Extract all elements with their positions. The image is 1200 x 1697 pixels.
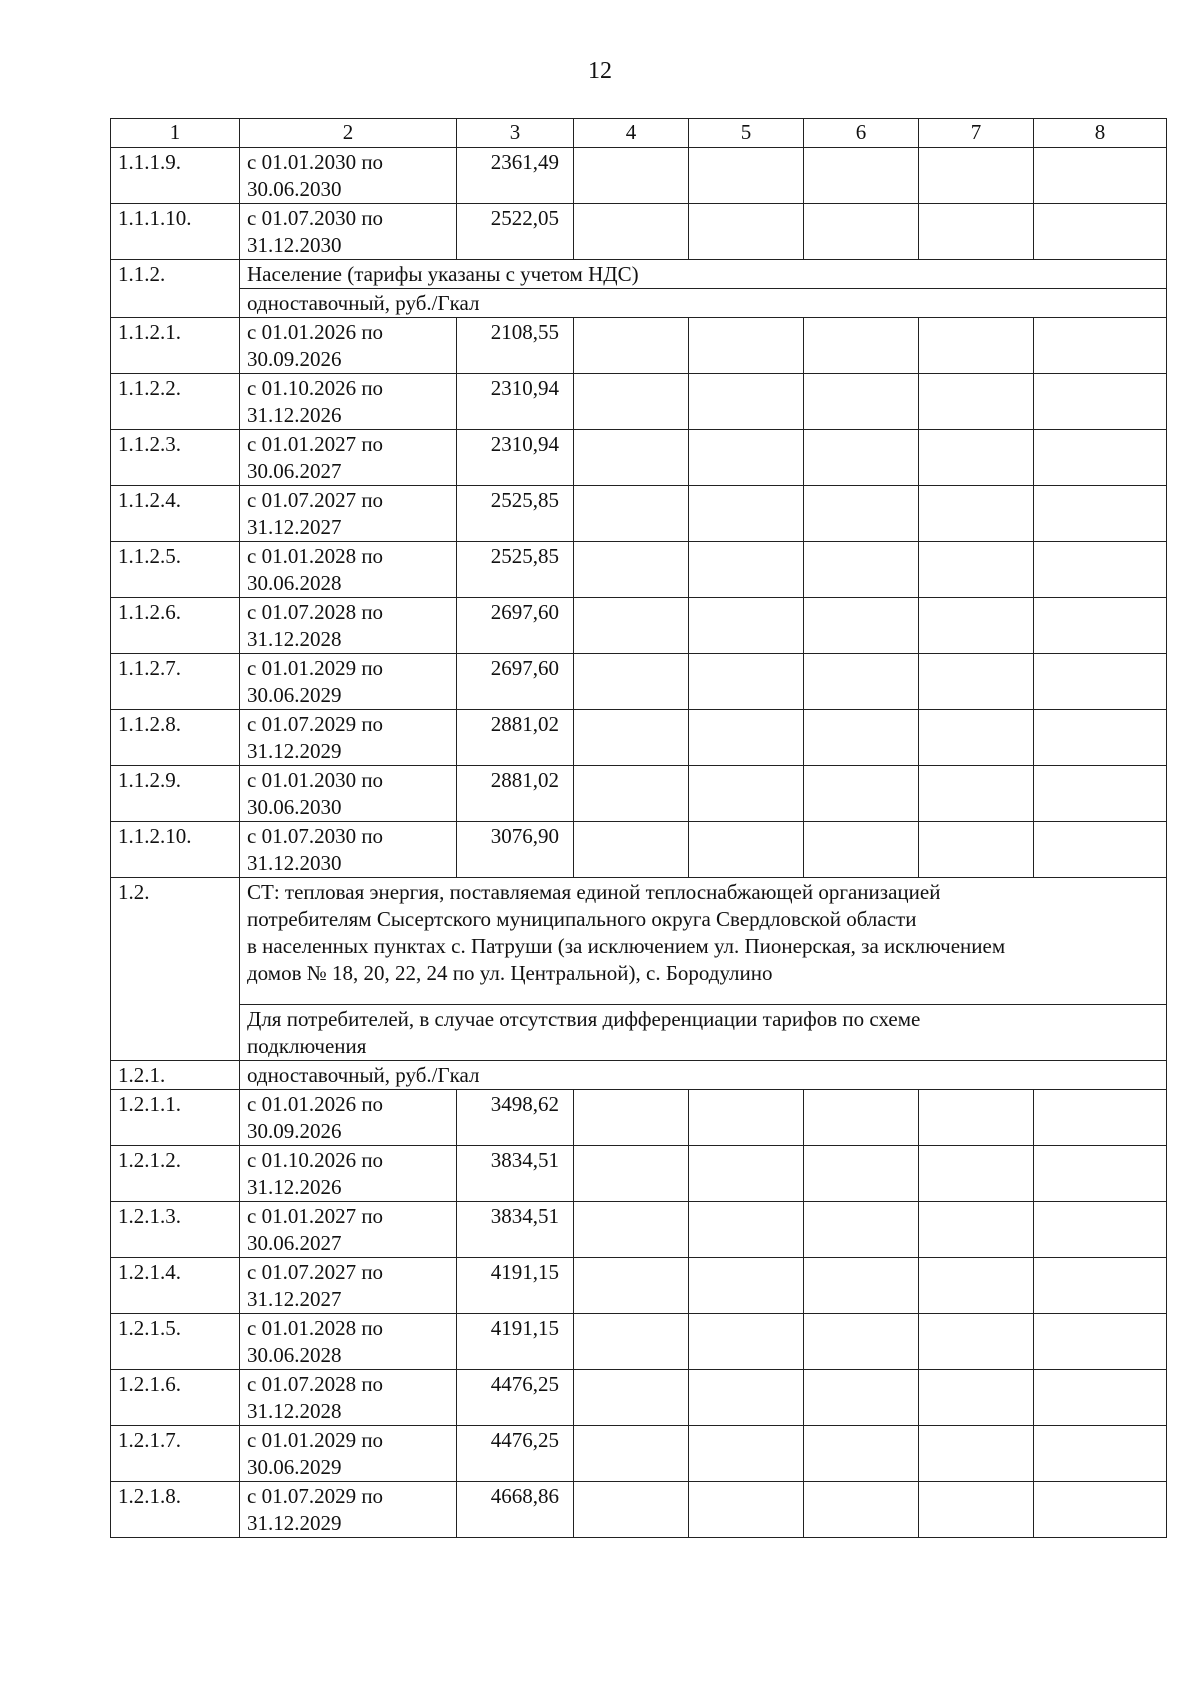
section-title: Население (тарифы указаны с учетом НДС) [240, 260, 1167, 289]
column-header: 5 [689, 119, 804, 148]
tariff-value: 2310,94 [457, 430, 574, 486]
empty-cell [1034, 430, 1167, 486]
empty-cell [919, 1258, 1034, 1314]
tariff-value: 4668,86 [457, 1482, 574, 1538]
empty-cell [919, 710, 1034, 766]
empty-cell [689, 318, 804, 374]
section-number: 1.2.1. [111, 1061, 240, 1090]
table-header-row [111, 119, 1167, 148]
empty-cell [689, 374, 804, 430]
empty-cell [689, 654, 804, 710]
empty-cell [574, 598, 689, 654]
row-number: 1.1.2.10. [111, 822, 240, 878]
empty-cell [689, 1482, 804, 1538]
period-cell: с 01.01.2029 по 30.06.2029 [240, 1426, 457, 1482]
row-number: 1.1.1.9. [111, 148, 240, 204]
period-cell: с 01.01.2030 по 30.06.2030 [240, 148, 457, 204]
table-row [111, 374, 1167, 430]
empty-cell [804, 1426, 919, 1482]
period-cell: с 01.01.2026 по 30.09.2026 [240, 1090, 457, 1146]
empty-cell [804, 598, 919, 654]
empty-cell [919, 204, 1034, 260]
empty-cell [574, 486, 689, 542]
table-row [111, 1146, 1167, 1202]
empty-cell [1034, 318, 1167, 374]
table-row [111, 654, 1167, 710]
tariff-value: 2525,85 [457, 542, 574, 598]
table-row [111, 486, 1167, 542]
empty-cell [804, 1146, 919, 1202]
empty-cell [804, 486, 919, 542]
empty-cell [804, 374, 919, 430]
table-row [111, 148, 1167, 204]
empty-cell [574, 654, 689, 710]
tariff-value: 2881,02 [457, 766, 574, 822]
consumers-note-line: подключения [247, 1034, 367, 1058]
empty-cell [919, 374, 1034, 430]
section-description-line: СТ: тепловая энергия, поставляемая единой теплоснабжающей организацией [247, 880, 941, 904]
empty-cell [574, 1482, 689, 1538]
empty-cell [1034, 1258, 1167, 1314]
tariff-value: 4191,15 [457, 1258, 574, 1314]
period-cell: с 01.07.2027 по 31.12.2027 [240, 486, 457, 542]
row-number: 1.2.1.2. [111, 1146, 240, 1202]
consumers-note-line: Для потребителей, в случае отсутствия дифференциации тарифов по схеме [247, 1007, 921, 1031]
row-number: 1.2.1.5. [111, 1314, 240, 1370]
tariff-value: 2310,94 [457, 374, 574, 430]
tariff-value: 2525,85 [457, 486, 574, 542]
period-cell: с 01.07.2028 по 31.12.2028 [240, 1370, 457, 1426]
tariff-table [110, 118, 1167, 1538]
table-row [111, 1370, 1167, 1426]
row-number: 1.1.2.4. [111, 486, 240, 542]
empty-cell [574, 430, 689, 486]
empty-cell [804, 654, 919, 710]
empty-cell [689, 822, 804, 878]
tariff-value: 3834,51 [457, 1202, 574, 1258]
empty-cell [689, 1258, 804, 1314]
empty-cell [804, 430, 919, 486]
empty-cell [919, 318, 1034, 374]
table-row [111, 1482, 1167, 1538]
empty-cell [1034, 654, 1167, 710]
empty-cell [804, 710, 919, 766]
period-cell: с 01.10.2026 по 31.12.2026 [240, 374, 457, 430]
section-description [240, 878, 1167, 1005]
consumers-row [111, 1005, 1167, 1061]
empty-cell [574, 710, 689, 766]
column-header: 4 [574, 119, 689, 148]
section-description-line: домов № 18, 20, 22, 24 по ул. Центральной), с. Бородулино [247, 961, 773, 985]
empty-cell [689, 1370, 804, 1426]
empty-cell [689, 710, 804, 766]
empty-cell [919, 1090, 1034, 1146]
empty-cell [1034, 710, 1167, 766]
empty-cell [1034, 542, 1167, 598]
empty-cell [919, 1314, 1034, 1370]
empty-cell [919, 542, 1034, 598]
row-number: 1.2.1.7. [111, 1426, 240, 1482]
row-number: 1.1.2.6. [111, 598, 240, 654]
row-number: 1.1.2.5. [111, 542, 240, 598]
empty-cell [804, 318, 919, 374]
period-cell: с 01.07.2030 по 31.12.2030 [240, 204, 457, 260]
tariff-value: 2697,60 [457, 598, 574, 654]
table-row [111, 1426, 1167, 1482]
tariff-value: 4476,25 [457, 1426, 574, 1482]
section-row-1-2-1 [111, 1061, 1167, 1090]
section-subtitle-row [111, 289, 1167, 318]
period-cell: с 01.01.2030 по 30.06.2030 [240, 766, 457, 822]
empty-cell [804, 1314, 919, 1370]
page-number: 12 [588, 58, 612, 84]
empty-cell [919, 654, 1034, 710]
table-row [111, 204, 1167, 260]
empty-cell [689, 598, 804, 654]
empty-cell [1034, 1202, 1167, 1258]
empty-cell [804, 1482, 919, 1538]
empty-cell [804, 1090, 919, 1146]
column-header: 1 [111, 119, 240, 148]
column-header: 2 [240, 119, 457, 148]
empty-cell [689, 1426, 804, 1482]
section-row-1-1-2 [111, 260, 1167, 289]
empty-cell [689, 430, 804, 486]
period-cell: с 01.07.2028 по 31.12.2028 [240, 598, 457, 654]
empty-cell [919, 430, 1034, 486]
empty-cell [804, 766, 919, 822]
empty-cell [574, 1426, 689, 1482]
section-row-1-2 [111, 878, 1167, 1005]
empty-cell [574, 542, 689, 598]
empty-cell [689, 1090, 804, 1146]
row-number: 1.1.2.3. [111, 430, 240, 486]
empty-cell [574, 766, 689, 822]
tariff-value: 2881,02 [457, 710, 574, 766]
empty-cell [804, 1258, 919, 1314]
consumers-note [240, 1005, 1167, 1061]
table-row [111, 1090, 1167, 1146]
period-cell: с 01.07.2030 по 31.12.2030 [240, 822, 457, 878]
period-cell: с 01.07.2029 по 31.12.2029 [240, 710, 457, 766]
empty-cell [689, 1202, 804, 1258]
table-row [111, 1314, 1167, 1370]
empty-cell [574, 318, 689, 374]
empty-cell [919, 486, 1034, 542]
empty-cell [1034, 1146, 1167, 1202]
table-row [111, 766, 1167, 822]
row-number: 1.1.1.10. [111, 204, 240, 260]
empty-cell [689, 1314, 804, 1370]
tariff-value: 2108,55 [457, 318, 574, 374]
period-cell: с 01.10.2026 по 31.12.2026 [240, 1146, 457, 1202]
section-number: 1.1.2. [111, 260, 240, 318]
column-header: 8 [1034, 119, 1167, 148]
empty-cell [804, 822, 919, 878]
period-cell: с 01.01.2028 по 30.06.2028 [240, 1314, 457, 1370]
empty-cell [689, 204, 804, 260]
empty-cell [1034, 822, 1167, 878]
section-title: одноставочный, руб./Гкал [240, 1061, 1167, 1090]
period-cell: с 01.07.2027 по 31.12.2027 [240, 1258, 457, 1314]
empty-cell [919, 598, 1034, 654]
column-header: 3 [457, 119, 574, 148]
row-number: 1.2.1.8. [111, 1482, 240, 1538]
empty-cell [804, 148, 919, 204]
table-row [111, 1202, 1167, 1258]
table-row [111, 542, 1167, 598]
empty-cell [919, 1482, 1034, 1538]
empty-cell [804, 1370, 919, 1426]
row-number: 1.1.2.8. [111, 710, 240, 766]
row-number: 1.1.2.1. [111, 318, 240, 374]
empty-cell [804, 1202, 919, 1258]
tariff-value: 3498,62 [457, 1090, 574, 1146]
empty-cell [689, 766, 804, 822]
period-cell: с 01.01.2026 по 30.09.2026 [240, 318, 457, 374]
tariff-value: 3834,51 [457, 1146, 574, 1202]
empty-cell [689, 542, 804, 598]
empty-cell [1034, 374, 1167, 430]
empty-cell [689, 486, 804, 542]
row-number: 1.2.1.3. [111, 1202, 240, 1258]
table-row [111, 710, 1167, 766]
row-number: 1.2.1.6. [111, 1370, 240, 1426]
empty-cell [574, 1314, 689, 1370]
tariff-value: 2697,60 [457, 654, 574, 710]
row-number: 1.2.1.4. [111, 1258, 240, 1314]
section-description-line: в населенных пунктах с. Патруши (за исключением ул. Пионерская, за исключением [247, 934, 1006, 958]
table-row [111, 598, 1167, 654]
empty-cell [1034, 1482, 1167, 1538]
tariff-value: 4191,15 [457, 1314, 574, 1370]
tariff-value: 2522,05 [457, 204, 574, 260]
period-cell: с 01.01.2027 по 30.06.2027 [240, 1202, 457, 1258]
empty-cell [1034, 1090, 1167, 1146]
empty-cell [919, 148, 1034, 204]
section-number: 1.2. [111, 878, 240, 1061]
empty-cell [689, 148, 804, 204]
empty-cell [919, 1426, 1034, 1482]
column-header: 6 [804, 119, 919, 148]
period-cell: с 01.07.2029 по 31.12.2029 [240, 1482, 457, 1538]
row-number: 1.1.2.7. [111, 654, 240, 710]
empty-cell [1034, 148, 1167, 204]
empty-cell [574, 148, 689, 204]
empty-cell [919, 1370, 1034, 1426]
empty-cell [689, 1146, 804, 1202]
tariff-value: 2361,49 [457, 148, 574, 204]
empty-cell [1034, 1426, 1167, 1482]
empty-cell [804, 204, 919, 260]
period-cell: с 01.01.2029 по 30.06.2029 [240, 654, 457, 710]
empty-cell [574, 1090, 689, 1146]
table-row [111, 822, 1167, 878]
empty-cell [574, 374, 689, 430]
column-header: 7 [919, 119, 1034, 148]
empty-cell [1034, 1370, 1167, 1426]
tariff-value: 4476,25 [457, 1370, 574, 1426]
empty-cell [919, 822, 1034, 878]
empty-cell [1034, 1314, 1167, 1370]
empty-cell [1034, 598, 1167, 654]
table-row [111, 318, 1167, 374]
empty-cell [1034, 204, 1167, 260]
empty-cell [574, 1202, 689, 1258]
period-cell: с 01.01.2027 по 30.06.2027 [240, 430, 457, 486]
empty-cell [574, 1146, 689, 1202]
empty-cell [574, 822, 689, 878]
empty-cell [804, 542, 919, 598]
table-row [111, 1258, 1167, 1314]
section-subtitle: одноставочный, руб./Гкал [240, 289, 1167, 318]
row-number: 1.1.2.2. [111, 374, 240, 430]
empty-cell [574, 1370, 689, 1426]
empty-cell [1034, 486, 1167, 542]
tariff-value: 3076,90 [457, 822, 574, 878]
period-cell: с 01.01.2028 по 30.06.2028 [240, 542, 457, 598]
section-description-line: потребителям Сысертского муниципального округа Свердловской области [247, 907, 917, 931]
empty-cell [574, 1258, 689, 1314]
empty-cell [574, 204, 689, 260]
empty-cell [919, 1202, 1034, 1258]
empty-cell [1034, 766, 1167, 822]
row-number: 1.1.2.9. [111, 766, 240, 822]
empty-cell [919, 1146, 1034, 1202]
table-row [111, 430, 1167, 486]
empty-cell [919, 766, 1034, 822]
row-number: 1.2.1.1. [111, 1090, 240, 1146]
